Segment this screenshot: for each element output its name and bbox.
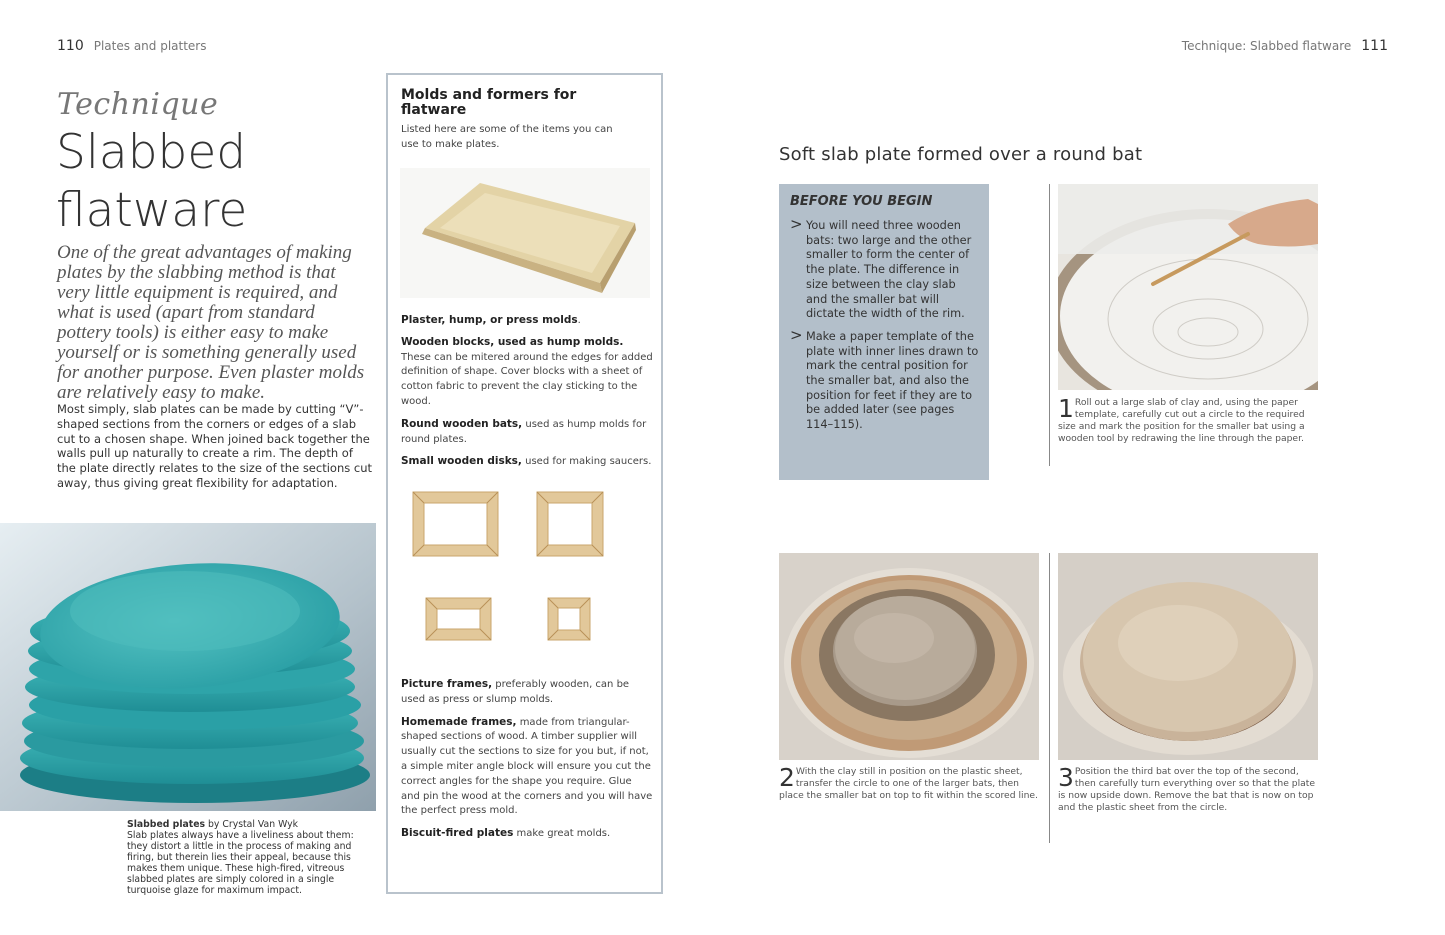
picture-frames-image xyxy=(400,478,650,668)
caption-text: Slab plates always have a liveliness about them: they distort a little in the process of making and firing, but therein lies their appeal, because this makes them unique. These high-fired, vitreous slabbed plates are simply colored in a single turquoise glaze for maximum impact. xyxy=(127,830,354,896)
list-item: Small wooden disks, used for making saucers. xyxy=(401,455,652,468)
before-you-begin-box xyxy=(779,184,989,480)
sidebar-list-bottom xyxy=(401,677,653,842)
photo-caption xyxy=(127,819,377,896)
wooden-block-image xyxy=(400,168,650,298)
running-head: Plates and platters xyxy=(93,39,207,53)
step-3-caption: 3 Position the third bat over the top of the second, then carefully turn everything over so that the plate is now upside down. Remove the bat that is now on top and the plastic sheet from the circle. xyxy=(1058,763,1316,813)
step-number: 3 xyxy=(1058,763,1074,792)
running-head: Technique: Slabbed flatware xyxy=(1181,39,1352,53)
sidebar-intro: Listed here are some of the items you can use to make plates. xyxy=(401,124,613,150)
page-number: 110 xyxy=(57,38,84,54)
list-item: > Make a paper template of the plate with inner lines drawn to mark the central position for the smaller bat, and also the position for feet if they are to be added later (see pages 114–115). xyxy=(790,325,979,432)
intro-paragraph: One of the great advantages of making plates by the slabbing method is that very little equipment is required, and what is used (apart from standard pottery tools) is either easy to make yourself or is something generally used for another purpose. Even plaster molds are relatively easy to make. xyxy=(57,242,365,403)
list-item: Biscuit-fired plates make great molds. xyxy=(401,827,611,840)
step-1-photo xyxy=(1058,184,1318,390)
chevron-right-icon: > xyxy=(790,215,803,233)
list-item: Homemade frames, made from triangular-shaped sections of wood. A timber supplier will usually cut the sections to size for you but, if not, a simple miter angle block will ensure you cut the correct angles for the shape you require. Glue and pin the wood at the corners and you will have the perfect press mold. xyxy=(401,715,653,817)
list-item: > You will need three wooden bats: two large and the other smaller to form the center of the plate. The difference in size between the clay slab and the smaller bat will dictate the width of the rim. xyxy=(790,215,972,321)
list-item: Round wooden bats, used as hump molds for round plates. xyxy=(401,417,647,445)
sidebar-list-top xyxy=(401,313,653,470)
right-folio xyxy=(1182,38,1388,54)
list-item: Picture frames, preferably wooden, can be used as press or slump molds. xyxy=(401,678,630,705)
body-paragraph: Most simply, slab plates can be made by cutting “V”-shaped sections from the corners or edges of a slab cut to a chosen shape. When joined back together the walls pull up naturally to create a rim. The depth of the plate directly relates to the size of the sections cut away, thus giving great flexibility for adaptation. xyxy=(57,402,373,490)
step-number: 1 xyxy=(1058,394,1074,423)
step-2-photo xyxy=(779,553,1039,760)
step-3-photo xyxy=(1058,553,1318,760)
list-item: Plaster, hump, or press molds. xyxy=(401,314,581,326)
slabbed-plates-photo xyxy=(0,523,376,811)
chevron-right-icon: > xyxy=(790,325,803,344)
title-line-1: Slabbed xyxy=(56,125,247,180)
step-2-caption: 2 With the clay still in position on the plastic sheet, transfer the circle to one of the larger bats, then place the smaller bat on top to fit within the scored line. xyxy=(779,763,1038,801)
sidebar-title: Molds and formers for flatware xyxy=(401,87,577,118)
before-you-begin-heading: BEFORE YOU BEGIN xyxy=(790,194,933,209)
list-item: Wooden blocks, used as hump molds. These can be mitered around the edges for added definition of shape. Cover blocks with a sheet of cotton fabric to prevent the clay sticking to the wood. xyxy=(401,335,653,407)
page-number: 111 xyxy=(1361,38,1388,54)
technique-kicker: Technique xyxy=(57,87,219,122)
step-number: 2 xyxy=(779,763,795,792)
left-folio xyxy=(57,38,207,54)
page-title xyxy=(56,124,247,240)
column-divider xyxy=(1049,553,1050,843)
column-divider xyxy=(1049,184,1050,466)
caption-title: Slabbed plates xyxy=(127,819,206,830)
section-heading: Soft slab plate formed over a round bat xyxy=(779,144,1143,165)
title-line-2: flatware xyxy=(56,183,248,238)
caption-credit: by Crystal Van Wyk xyxy=(205,819,299,830)
step-1-caption: 1 Roll out a large slab of clay and, using the paper template, carefully cut out a circle to the required size and mark the position for the smaller bat using a wooden tool by redrawing the line through the paper. xyxy=(1058,394,1305,444)
